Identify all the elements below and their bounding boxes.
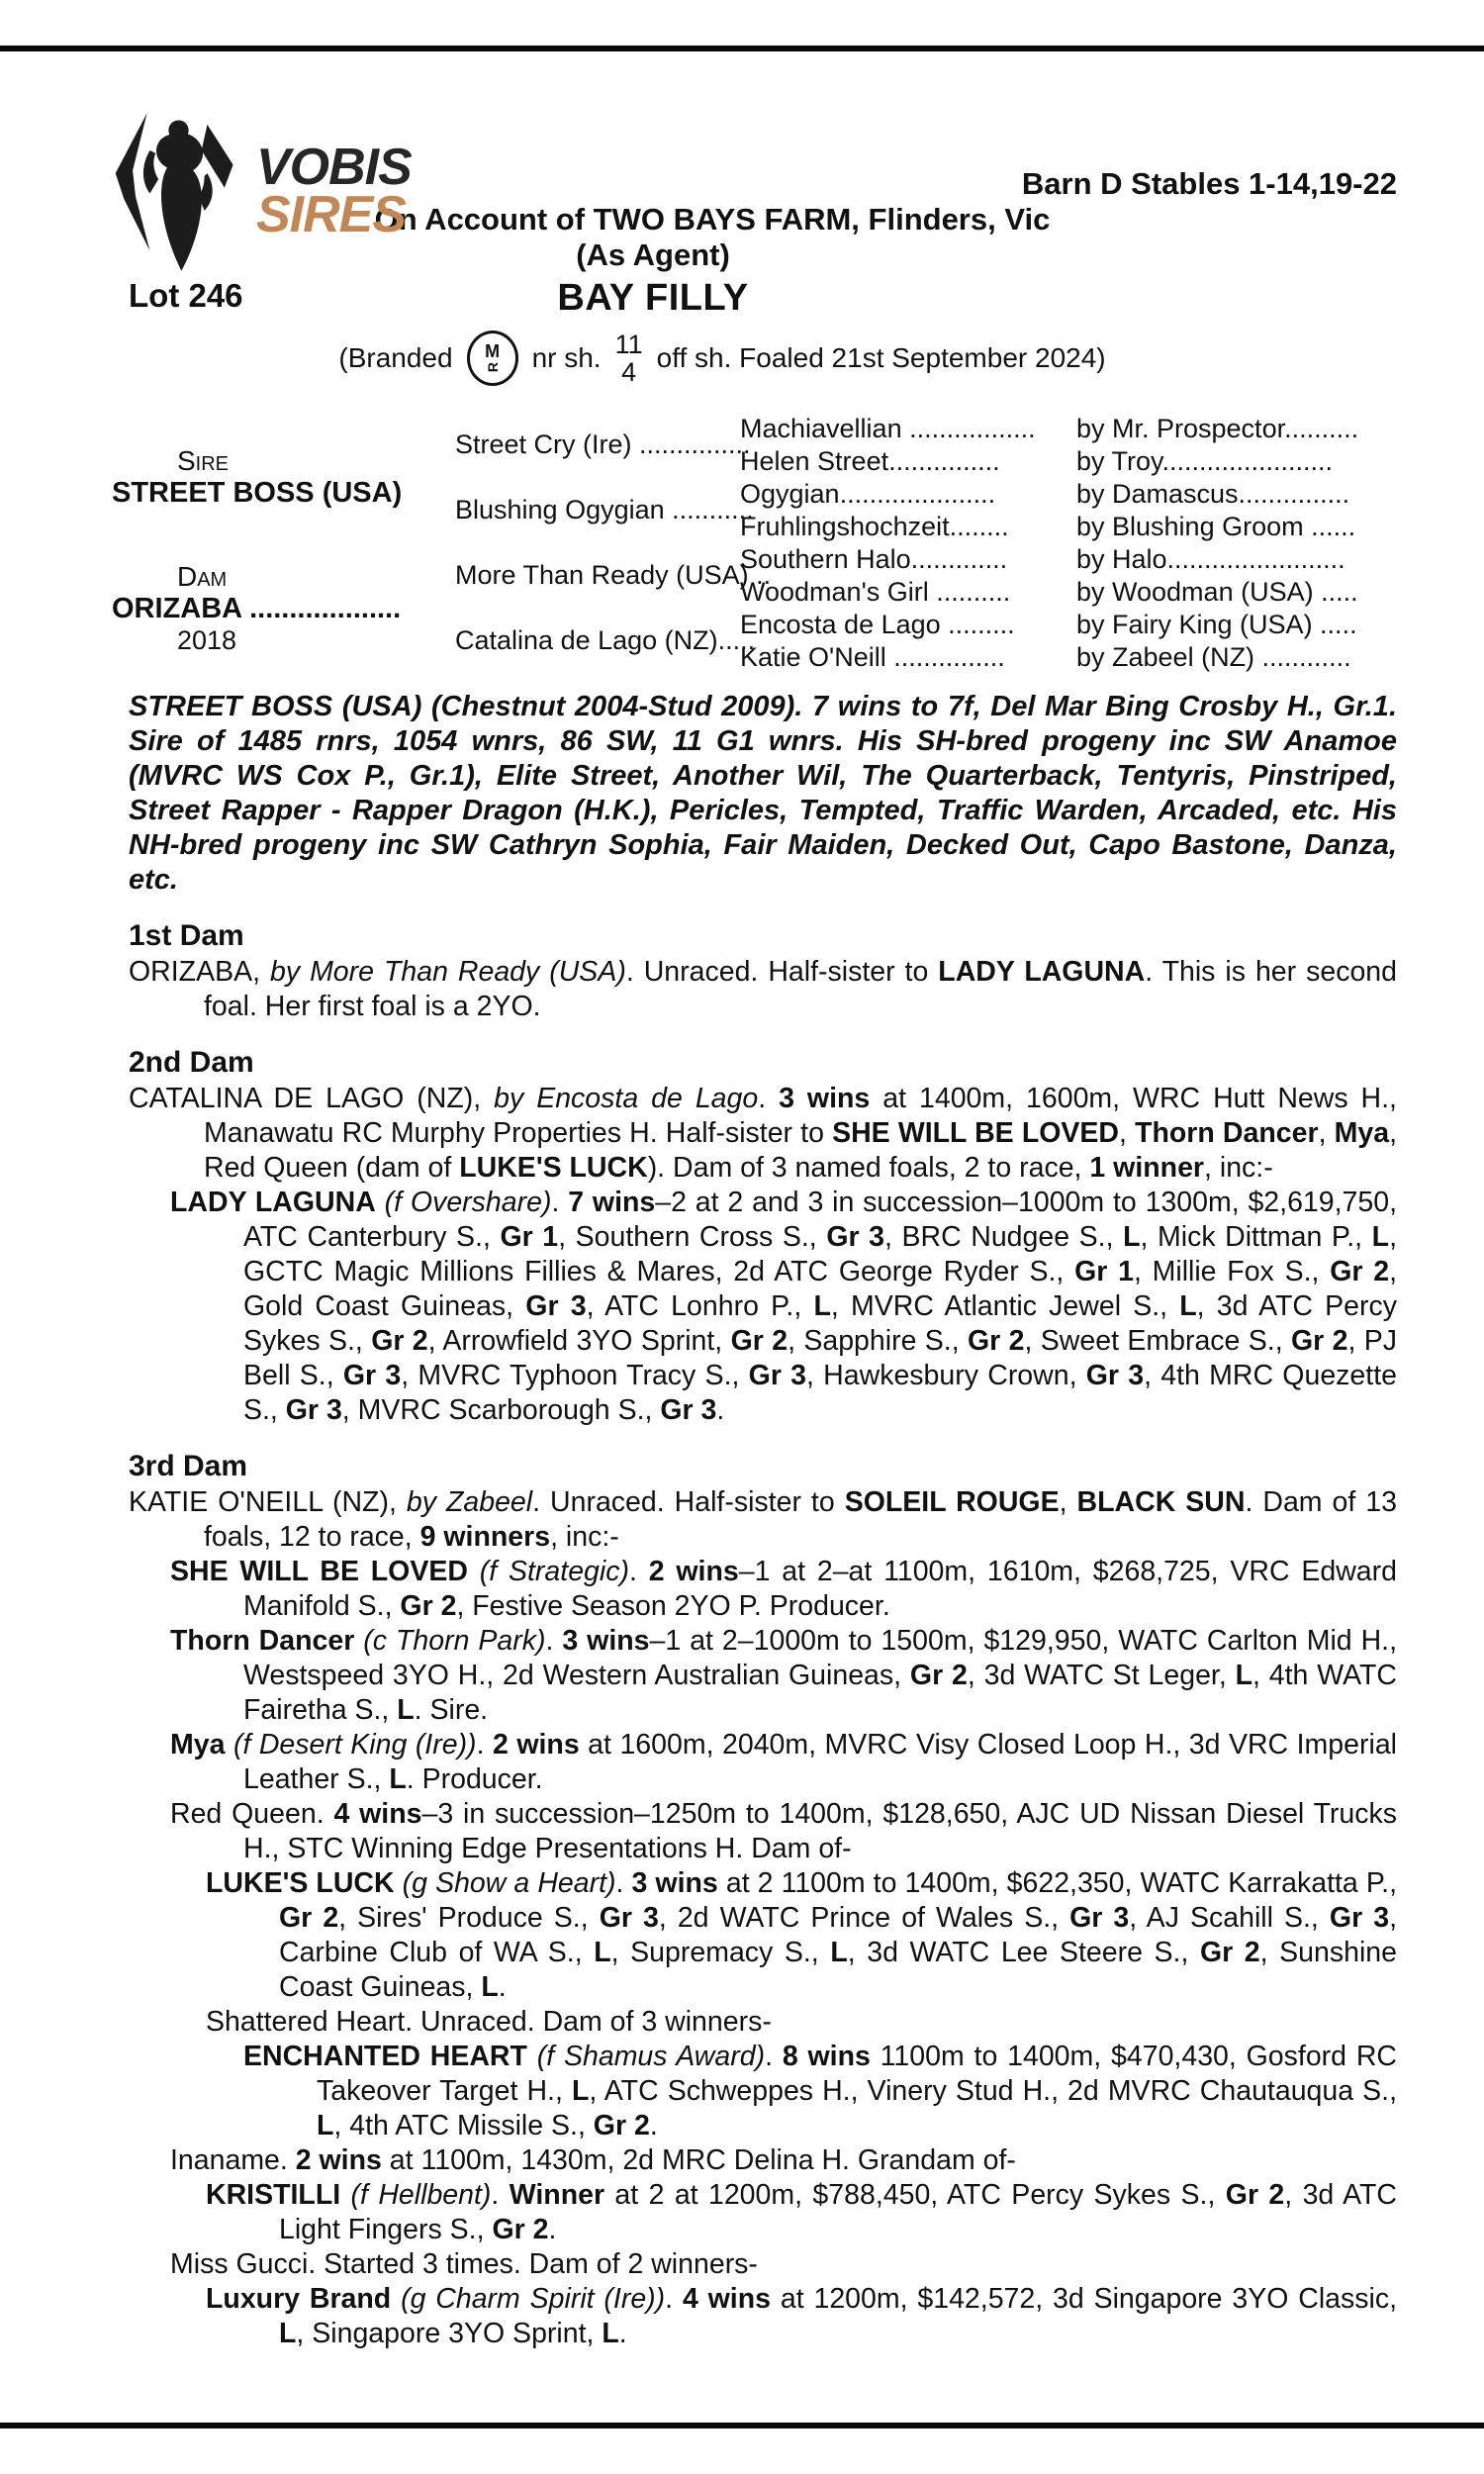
greatgrandsire-cell: by Halo........................ xyxy=(1076,543,1345,574)
pedigree-col-parents xyxy=(455,413,772,674)
brand-mark-bottom: R xyxy=(484,362,501,373)
grandparent-cell: Encosta de Lago ......... xyxy=(740,609,1015,639)
lot-number: Lot 246 xyxy=(129,277,243,314)
grandparent-cell: Katie O'Neill ............... xyxy=(740,641,1005,672)
dam-sections xyxy=(129,917,1397,2351)
pedigree-entry: ORIZABA, by More Than Ready (USA). Unraced. Half-sister to LADY LAGUNA. This is her second foal. Her first foal is a 2YO. xyxy=(129,955,1397,1022)
greatgrandsire-cell: by Damascus............... xyxy=(1076,478,1350,509)
greatgrandsire-cell: by Zabeel (NZ) ............ xyxy=(1076,641,1351,672)
parent-cell: Catalina de Lago (NZ)..... xyxy=(455,625,756,656)
pedigree-entry: ENCHANTED HEART (f Shamus Award). 8 wins 1100m to 1400m, $470,430, Gosford RC Takeover Target H., L, ATC Schweppes H., Vinery Stud H., 2d MVRC Chautauqua S., L, 4th ATC Missile S., Gr 2. xyxy=(243,2040,1398,2141)
logo-text xyxy=(256,139,412,243)
pedigree-entry: Mya (f Desert King (Ire)). 2 wins at 1600m, 2040m, MVRC Visy Closed Loop H., 3d VRC Imperial Leather S., L. Producer. xyxy=(170,1728,1397,1795)
pedigree-entry: SHE WILL BE LOVED (f Strategic). 2 wins–1 at 2–at 1100m, 1610m, $268,725, VRC Edward Manifold S., Gr 2, Festive Season 2YO P. Producer. xyxy=(170,1555,1397,1622)
pedigree-col-subject xyxy=(112,413,455,674)
parent-cell: Blushing Ogygian ........... xyxy=(455,495,754,525)
grandparent-cell: Southern Halo............. xyxy=(740,543,1008,574)
grandparent-cell: Ogygian..................... xyxy=(740,478,996,509)
dam-section-heading: 1st Dam xyxy=(129,918,244,952)
brand-mark-icon xyxy=(467,331,518,386)
dam-block xyxy=(112,543,455,674)
lot-title-row xyxy=(0,277,1484,323)
pedigree-entry: KRISTILLI (f Hellbent). Winner at 2 at 1200m, $788,450, ATC Percy Sykes S., Gr 2, 3d ATC Light Fingers S., Gr 2. xyxy=(206,2178,1397,2245)
on-account-line: On Account of TWO BAYS FARM, Flinders, Vic xyxy=(374,202,1051,237)
grandparent-cell: Helen Street............... xyxy=(740,445,1000,476)
pedigree-entry: Luxury Brand (g Charm Spirit (Ire)). 4 wins at 1200m, $142,572, 3d Singapore 3YO Classic, L, Singapore 3YO Sprint, L. xyxy=(206,2282,1398,2349)
sire-label: Sire xyxy=(177,445,230,477)
grandparent-cell: Machiavellian ................. xyxy=(740,413,1036,443)
greatgrandsire-cell: by Troy....................... xyxy=(1076,445,1334,476)
pedigree-entry: Red Queen. 4 wins–3 in succession–1250m to 1400m, $128,650, AJC UD Nissan Diesel Trucks H., STC Winning Edge Presentations H. Dam of- xyxy=(170,1797,1398,1864)
pedigree-col-grandparents xyxy=(740,413,1076,674)
dam-year: 2018 xyxy=(177,624,237,655)
top-rule xyxy=(0,46,1484,51)
barn-stables-line: Barn D Stables 1-14,19-22 xyxy=(1021,166,1397,201)
pedigree-col-greatgrandsires xyxy=(1076,413,1385,674)
fraction-bottom: 4 xyxy=(621,357,637,388)
greatgrandsire-cell: by Mr. Prospector.......... xyxy=(1076,413,1359,443)
greatgrandsire-cell: by Blushing Groom ...... xyxy=(1076,511,1356,541)
foaled-date-label: off sh. Foaled 21st September 2024) xyxy=(656,342,1106,374)
greatgrandsire-cell: by Fairy King (USA) ..... xyxy=(1076,609,1357,639)
dam-section-heading: 3rd Dam xyxy=(129,1449,248,1482)
near-shoulder-label: nr sh. xyxy=(531,342,602,374)
parent-cell: Street Cry (Ire) ............... xyxy=(455,429,751,460)
grandparent-cell: Fruhlingshochzeit........ xyxy=(740,511,1009,541)
dam-section-heading: 2nd Dam xyxy=(129,1045,254,1079)
branded-prefix: (Branded xyxy=(338,342,453,374)
bottom-rule xyxy=(0,2423,1484,2428)
logo-text-vobis: VOBIS xyxy=(256,139,412,197)
pedigree-entry: Inaname. 2 wins at 1100m, 1430m, 2d MRC Delina H. Grandam of- xyxy=(170,2143,1016,2176)
horse-jockey-icon xyxy=(107,107,250,277)
brand-number-fraction xyxy=(615,331,643,387)
pedigree-entry: Shattered Heart. Unraced. Dam of 3 winners- xyxy=(206,2005,772,2038)
pedigree-entry: LUKE'S LUCK (g Show a Heart). 3 wins at 2 1100m to 1400m, $622,350, WATC Karrakatta P., Gr 2, Sires' Produce S., Gr 3, 2d WATC Prince of Wales S., Gr 3, AJ Scahill S., Gr 3, Carbine Club of WA S., L, Supremacy S., L, 3d WATC Lee Steere S., Gr 2, Sunshine Coast Guineas, L. xyxy=(206,1866,1397,2003)
pedigree-entry: KATIE O'NEILL (NZ), by Zabeel. Unraced. Half-sister to SOLEIL ROUGE, BLACK SUN. Dam of 13 foals, 12 to race, 9 winners, inc:- xyxy=(129,1485,1397,1553)
brand-mark-top: M xyxy=(485,341,501,362)
pedigree-entry: Thorn Dancer (c Thorn Park). 3 wins–1 at 2–1000m to 1500m, $129,950, WATC Carlton Mid H., Westspeed 3YO H., 2d Western Australian Guineas, Gr 2, 3d WATC St Leger, L, 4th WATC Fairetha S., L. Sire. xyxy=(170,1624,1398,1726)
dam-label: Dam xyxy=(177,560,228,592)
vobis-sires-logo xyxy=(107,107,412,277)
pedigree-entry: LADY LAGUNA (f Overshare). 7 wins–2 at 2 and 3 in succession–1000m to 1300m, $2,619,750, ATC Canterbury S., Gr 1, Southern Cross S., Gr 3, BRC Nudgee S., L, Mick Dittman P., L, GCTC Magic Millions Fillies & Mares, 2d ATC George Ryder S., Gr 1, Millie Fox S., Gr 2, Gold Coast Guineas, Gr 3, ATC Lonhro P., L, MVRC Atlantic Jewel S., L, 3d ATC Percy Sykes S., Gr 2, Arrowfield 3YO Sprint, Gr 2, Sapphire S., Gr 2, Sweet Embrace S., Gr 2, PJ Bell S., Gr 3, MVRC Typhoon Tracy S., Gr 3, Hawkesbury Crown, Gr 3, 4th MRC Quezette S., Gr 3, MVRC Scarborough S., Gr 3. xyxy=(170,1186,1398,1426)
page-title: BAY FILLY xyxy=(557,277,749,319)
pedigree-entry: CATALINA DE LAGO (NZ), by Encosta de Lago. 3 wins at 1400m, 1600m, WRC Hutt News H., Manawatu RC Murphy Properties H. Half-sister to SHE WILL BE LOVED, Thorn Dancer, Mya, Red Queen (dam of LUKE'S LUCK). Dam of 3 named foals, 2 to race, 1 winner, inc:- xyxy=(129,1082,1397,1184)
pedigree-table xyxy=(112,413,1484,674)
grandparent-cell: Woodman's Girl .......... xyxy=(740,576,1011,607)
dam-name: ORIZABA ................... xyxy=(112,592,402,624)
logo-text-sires: SIRES xyxy=(256,186,407,243)
pedigree-entry: Miss Gucci. Started 3 times. Dam of 2 winners- xyxy=(170,2247,758,2280)
branded-line xyxy=(0,331,1444,387)
parent-cell: More Than Ready (USA) .. xyxy=(455,560,772,591)
as-agent-line: (As Agent) xyxy=(576,238,730,272)
sire-block xyxy=(112,413,455,543)
fraction-top: 11 xyxy=(614,330,643,359)
sire-name: STREET BOSS (USA) xyxy=(112,477,403,510)
greatgrandsire-cell: by Woodman (USA) ..... xyxy=(1076,576,1358,607)
sire-summary-paragraph: STREET BOSS (USA) (Chestnut 2004-Stud 2009). 7 wins to 7f, Del Mar Bing Crosby H., Gr.1. Sire of 1485 rnrs, 1054 wnrs, 86 SW, 11 G1 wnrs. His SH-bred progeny inc SW Anamoe (MVRC WS Cox P., Gr.1), Elite Street, Another Wil, The Quarterback, Tentyris, Pinstriped, Street Rapper - Rapper Dragon (H.K.), Pericles, Tempted, Traffic Warden, Arcaded, etc. His NH-bred progeny inc SW Cathryn Sophia, Fair Maiden, Decked Out, Capo Bastone, Danza, etc. xyxy=(129,690,1397,896)
